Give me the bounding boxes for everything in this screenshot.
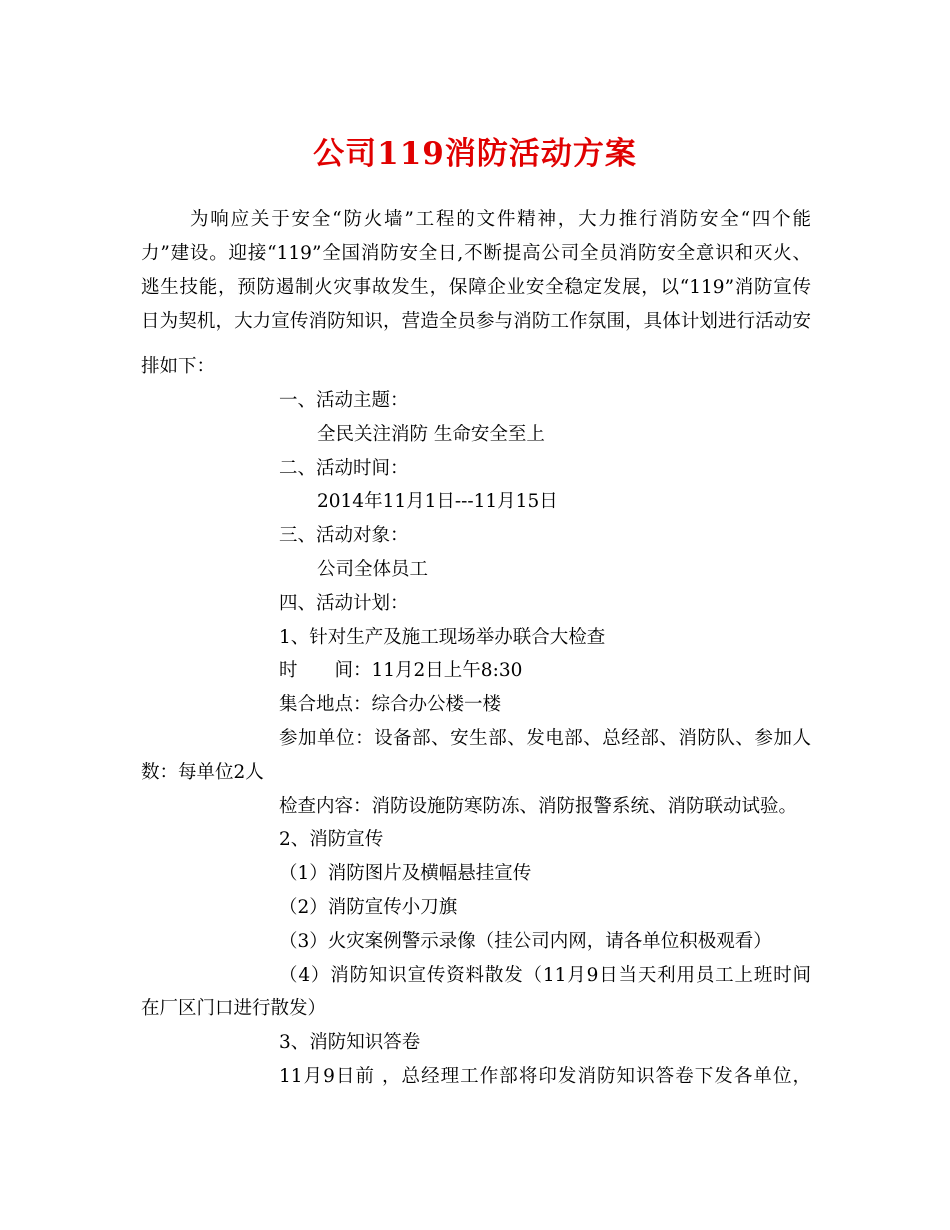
section-theme-value: 全民关注消防 生命安全至上 — [317, 424, 545, 445]
section-time-heading: 二、活动时间： — [279, 458, 409, 479]
plan-item-1-units-line-1: 参加单位：设备部、安生部、发电部、总经部、消防队、参加人 — [279, 728, 811, 749]
plan-item-1-units-line-2: 数：每单位2人 — [141, 762, 264, 783]
plan-item-2-sub-3: （3）火灾案例警示录像（挂公司内网，请各单位积极观看） — [279, 931, 772, 952]
section-target-value: 公司全体员工 — [317, 559, 429, 580]
plan-item-2-sub-2: （2）消防宣传小刀旗 — [279, 897, 458, 918]
intro-line-2: 力”建设。迎接“119”全国消防安全日,不断提高公司全员消防安全意识和灭火、 — [141, 243, 811, 264]
intro-line-4: 日为契机，大力宣传消防知识，营造全员参与消防工作氛围，具体计划进行活动安 — [141, 311, 811, 332]
section-plan-heading: 四、活动计划： — [279, 593, 409, 614]
section-time-value: 2014年11月1日---11月15日 — [317, 491, 558, 512]
plan-item-1-place: 集合地点：综合办公楼一楼 — [279, 694, 502, 715]
section-target-heading: 三、活动对象： — [279, 525, 409, 546]
plan-item-1-time: 时 间：11月2日上午8:30 — [279, 660, 523, 681]
plan-item-1-title: 1、针对生产及施工现场举办联合大检查 — [279, 627, 606, 648]
plan-item-2-sub-1: （1）消防图片及横幅悬挂宣传 — [279, 863, 532, 884]
plan-item-3-line-1: 11月9日前 ，总经理工作部将印发消防知识答卷下发各单位， — [279, 1066, 811, 1087]
document-title: 公司119消防活动方案 — [313, 136, 637, 172]
intro-line-5: 排如下： — [141, 356, 216, 377]
intro-line-3: 逃生技能，预防遏制火灾事故发生，保障企业安全稳定发展，以“119”消防宣传 — [141, 277, 811, 298]
plan-item-2-sub-4-line-1: （4）消防知识宣传资料散发（11月9日当天利用员工上班时间 — [279, 965, 811, 986]
intro-line-1: 为响应关于安全“防火墙”工程的文件精神，大力推行消防安全“四个能 — [190, 209, 811, 230]
plan-item-1-content: 检查内容：消防设施防寒防冻、消防报警系统、消防联动试验。 — [279, 796, 798, 817]
plan-item-2-title: 2、消防宣传 — [279, 829, 384, 850]
plan-item-2-sub-4-line-2: 在厂区门口进行散发） — [141, 998, 327, 1019]
section-theme-heading: 一、活动主题： — [279, 390, 409, 411]
plan-item-3-title: 3、消防知识答卷 — [279, 1032, 421, 1053]
